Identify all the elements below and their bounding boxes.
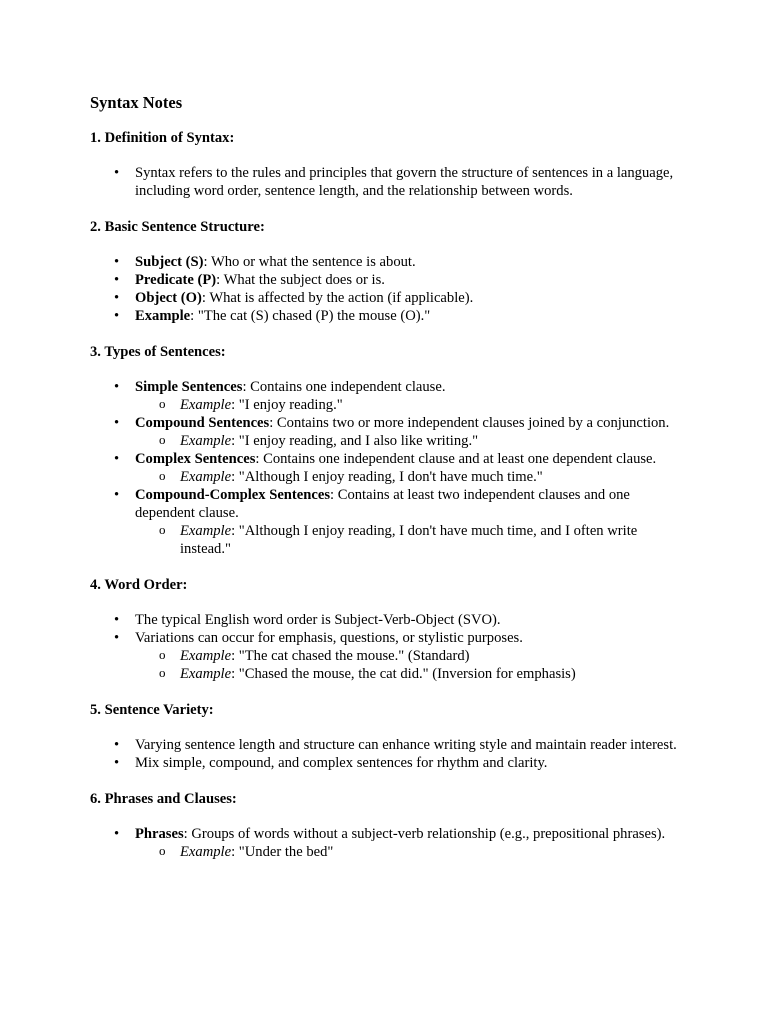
item-separator: : <box>255 451 260 467</box>
section-heading: 2. Basic Sentence Structure: <box>90 219 265 235</box>
list-item <box>90 164 678 200</box>
item-term: Simple Sentences <box>135 379 243 395</box>
item-separator: : <box>231 523 236 539</box>
item-term: Compound Sentences <box>135 415 270 431</box>
list-item <box>90 253 678 271</box>
bullet-icon: • <box>114 272 120 288</box>
bullet-list <box>90 164 678 200</box>
list-item <box>90 271 678 289</box>
list-item <box>90 414 678 450</box>
bullet-list <box>90 378 678 558</box>
item-term: Compound-Complex Sentences <box>135 487 330 503</box>
sub-list-item <box>135 522 678 558</box>
item-separator: : <box>242 379 247 395</box>
sub-list <box>135 522 678 558</box>
item-term: Phrases <box>135 826 184 842</box>
bullet-icon: • <box>114 451 120 467</box>
bullet-icon: • <box>114 737 120 753</box>
list-item <box>90 736 678 754</box>
item-text: Variations can occur for emphasis, questions, or stylistic purposes. <box>135 630 523 646</box>
circle-bullet-icon: o <box>159 468 166 483</box>
item-text: The typical English word order is Subject-Verb-Object (SVO). <box>135 612 501 628</box>
section-heading: 6. Phrases and Clauses: <box>90 791 237 807</box>
sub-list-item <box>135 468 678 486</box>
circle-bullet-icon: o <box>159 843 166 858</box>
bullet-icon: • <box>114 415 120 431</box>
list-item <box>90 378 678 414</box>
example-text: "Under the bed" <box>235 844 334 860</box>
list-item <box>90 629 678 683</box>
item-separator: : <box>231 469 236 485</box>
bullet-icon: • <box>114 308 120 324</box>
sub-list <box>135 432 678 450</box>
list-item <box>90 754 678 772</box>
item-term: Example <box>135 308 191 324</box>
item-text: Groups of words without a subject-verb relationship (e.g., prepositional phrases). <box>187 826 666 842</box>
item-term: Complex Sentences <box>135 451 256 467</box>
example-label: Example <box>180 844 232 860</box>
sub-list-item <box>135 396 678 414</box>
bullet-list <box>90 611 678 683</box>
example-text: "I enjoy reading." <box>235 397 343 413</box>
item-separator: : <box>231 844 236 860</box>
sub-list <box>135 843 678 861</box>
item-separator: : <box>330 487 335 503</box>
item-separator: : <box>201 290 206 306</box>
section-heading: 4. Word Order: <box>90 577 188 593</box>
item-text: Syntax refers to the rules and principles that govern the structure of sentences in a language, including word order, sentence length, and the relationship between words. <box>135 165 674 199</box>
section-heading: 1. Definition of Syntax: <box>90 130 235 146</box>
item-text: Who or what the sentence is about. <box>207 254 416 270</box>
example-label: Example <box>180 523 232 539</box>
list-item <box>90 825 678 861</box>
example-label: Example <box>180 433 232 449</box>
example-text: "Although I enjoy reading, I don't have much time." <box>235 469 543 485</box>
example-text: "The cat chased the mouse." (Standard) <box>235 648 470 664</box>
example-text: "I enjoy reading, and I also like writing." <box>235 433 479 449</box>
list-item <box>90 450 678 486</box>
item-separator: : <box>216 272 221 288</box>
item-text: Contains at least two independent clauses and one dependent clause. <box>135 487 630 521</box>
document-title: Syntax Notes <box>90 93 183 112</box>
sub-list <box>135 396 678 414</box>
example-text: "Chased the mouse, the cat did." (Inversion for emphasis) <box>235 666 576 682</box>
circle-bullet-icon: o <box>159 647 166 662</box>
item-separator: : <box>231 666 236 682</box>
section-heading: 3. Types of Sentences: <box>90 344 226 360</box>
bullet-icon: • <box>114 487 120 503</box>
example-label: Example <box>180 648 232 664</box>
circle-bullet-icon: o <box>159 432 166 447</box>
item-term: Subject (S) <box>135 254 204 270</box>
bullet-icon: • <box>114 826 120 842</box>
bullet-icon: • <box>114 630 120 646</box>
item-text: Contains two or more independent clauses joined by a conjunction. <box>273 415 670 431</box>
list-item <box>90 486 678 558</box>
sub-list-item <box>135 432 678 450</box>
sub-list-item <box>135 843 678 861</box>
item-separator: : <box>231 397 236 413</box>
example-label: Example <box>180 666 232 682</box>
list-item <box>90 289 678 307</box>
bullet-icon: • <box>114 290 120 306</box>
item-separator: : <box>231 433 236 449</box>
circle-bullet-icon: o <box>159 665 166 680</box>
bullet-list <box>90 253 678 325</box>
bullet-list <box>90 736 678 772</box>
list-item <box>90 307 678 325</box>
bullet-icon: • <box>114 612 120 628</box>
item-term: Object (O) <box>135 290 202 306</box>
item-text: Varying sentence length and structure can enhance writing style and maintain reader interest. <box>135 737 677 753</box>
sub-list <box>135 647 678 683</box>
item-separator: : <box>190 308 195 324</box>
item-term: Predicate (P) <box>135 272 217 288</box>
item-text: Mix simple, compound, and complex sentences for rhythm and clarity. <box>135 755 548 771</box>
sub-list <box>135 468 678 486</box>
item-text: What the subject does or is. <box>220 272 385 288</box>
item-text: Contains one independent clause. <box>246 379 446 395</box>
bullet-icon: • <box>114 379 120 395</box>
item-text: What is affected by the action (if applicable). <box>205 290 474 306</box>
bullet-icon: • <box>114 755 120 771</box>
item-text: "The cat (S) chased (P) the mouse (O)." <box>194 308 431 324</box>
example-text: "Although I enjoy reading, I don't have much time, and I often write instead." <box>180 523 638 557</box>
bullet-icon: • <box>114 165 120 181</box>
section-heading: 5. Sentence Variety: <box>90 702 214 718</box>
item-separator: : <box>203 254 208 270</box>
sub-list-item <box>135 647 678 665</box>
item-text: Contains one independent clause and at least one dependent clause. <box>259 451 657 467</box>
example-label: Example <box>180 469 232 485</box>
bullet-list <box>90 825 678 861</box>
example-label: Example <box>180 397 232 413</box>
circle-bullet-icon: o <box>159 396 166 411</box>
bullet-icon: • <box>114 254 120 270</box>
list-item <box>90 611 678 629</box>
item-separator: : <box>183 826 188 842</box>
circle-bullet-icon: o <box>159 522 166 537</box>
item-separator: : <box>269 415 274 431</box>
sub-list-item <box>135 665 678 683</box>
item-separator: : <box>231 648 236 664</box>
